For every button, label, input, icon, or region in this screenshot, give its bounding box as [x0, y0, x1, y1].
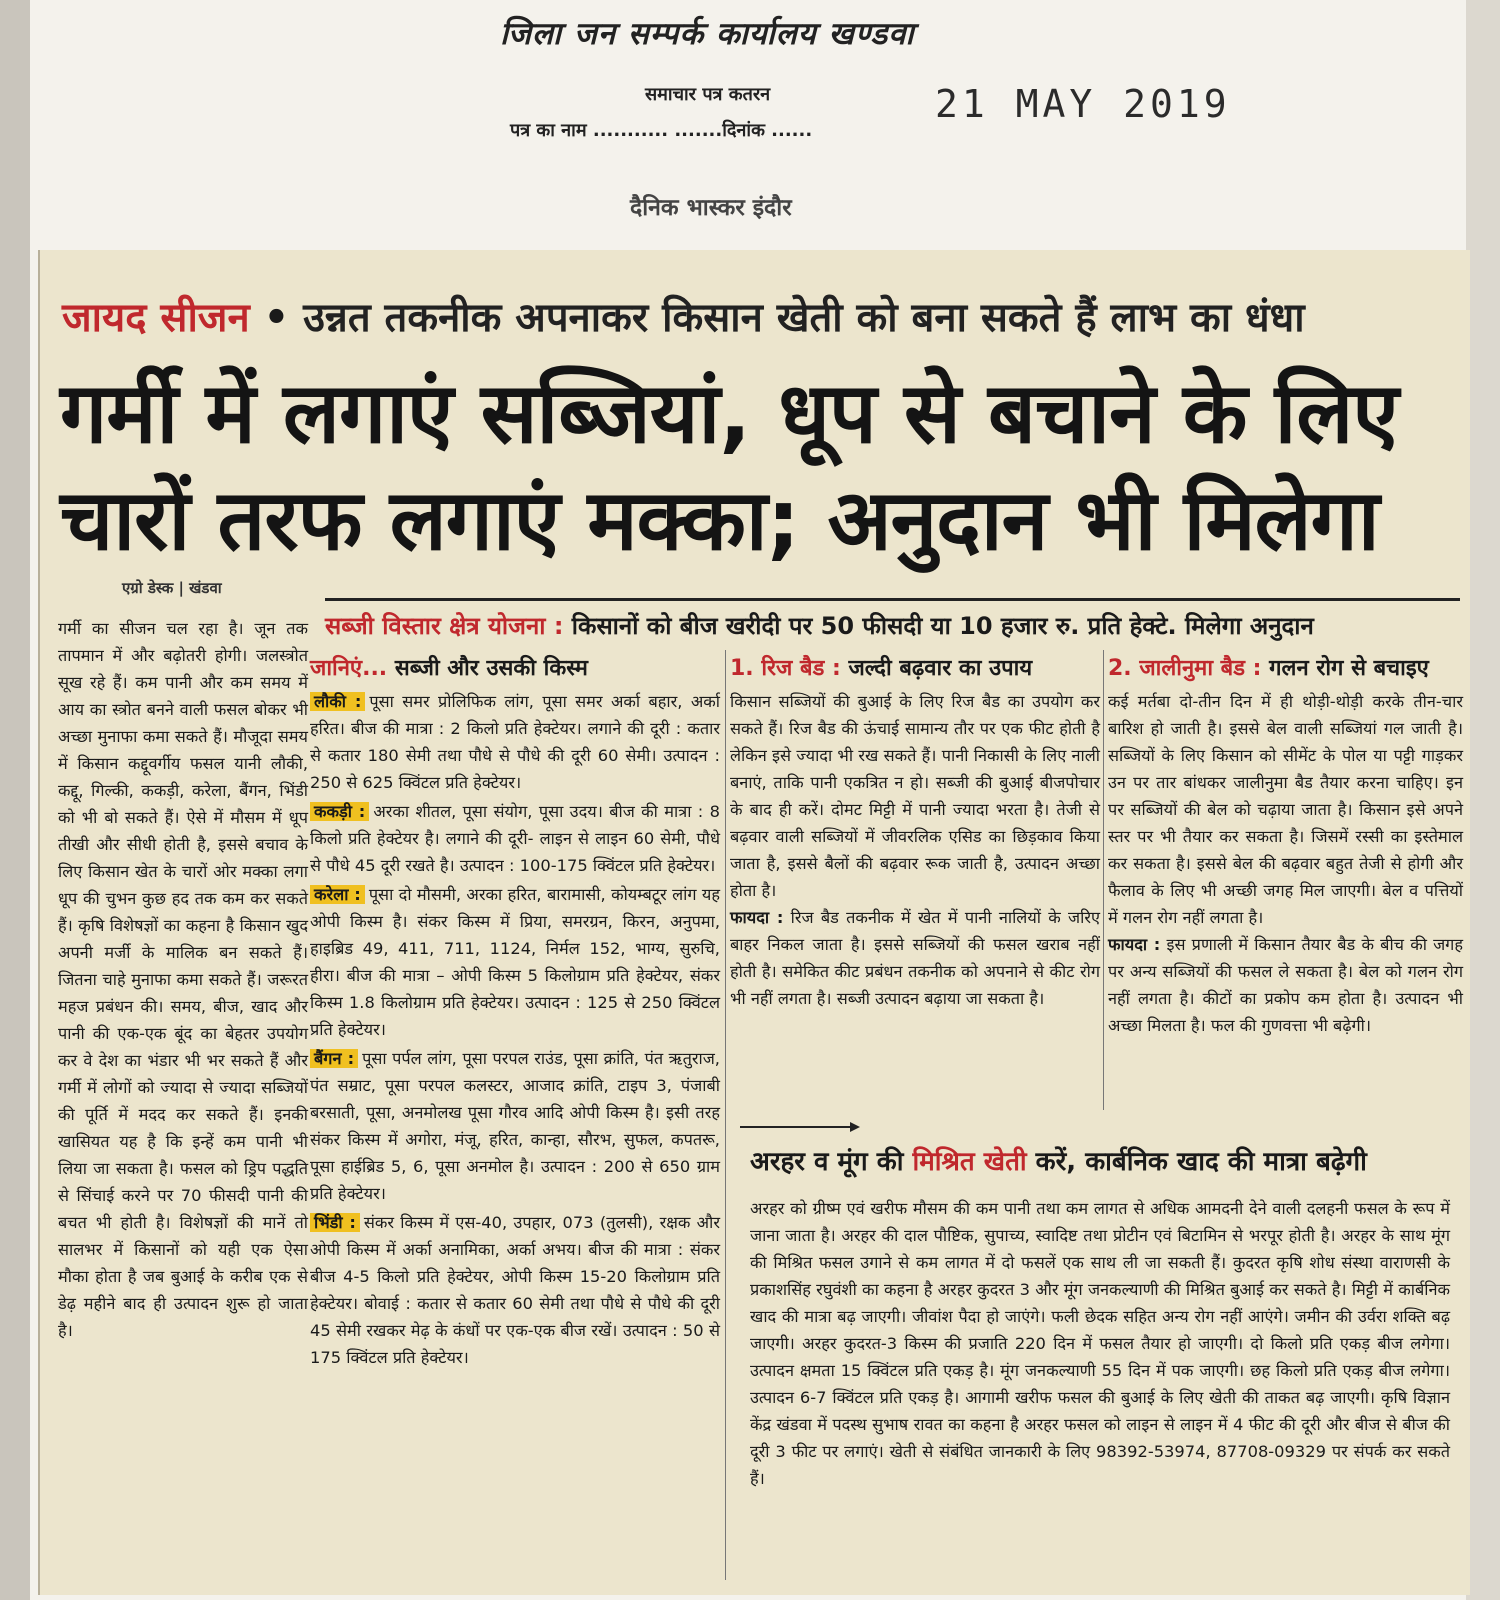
- variety-entry: [310, 798, 720, 879]
- varieties-column: [310, 655, 720, 1373]
- variety-text: पूसा दो मौसमी, अरका हरित, बारामासी, कोयम्बटूर लांग यह ओपी किस्म है। संकर किस्म में प्रिया, समरग्रन, किरन, अनुपमा, हाइब्रिड 49, 411, 711, 1124, निर्मल 152, भाग्य, सुरुचि, हीरा। बीज की मात्रा – ओपी किस्म 5 किलोग्राम प्रति हेक्टेयर, संकर किस्म 1.8 किलोग्राम प्रति हेक्टेयर। उत्पादन : 125 से 250 क्विंटल प्रति हेक्टेयर।: [310, 885, 720, 1039]
- ridge-bed-heading-label: 1. रिज बैड :: [730, 656, 841, 681]
- arrow-icon: [740, 1120, 860, 1134]
- kicker-separator: •: [249, 295, 304, 341]
- kicker-text: उन्नत तकनीक अपनाकर किसान खेती को बना सकते हैं लाभ का धंधा: [303, 295, 1305, 341]
- benefit-text: रिज बैड तकनीक में खेत में पानी नालियों के जरिए बाहर निकल जाता है। इससे सब्जियों की फसल खराब नहीं होती है। समेकित कीट प्रबंधन तकनीक को अपनाने से कीट रोग भी नहीं लगता है। सब्जी उत्पादन बढ़ाया जा सकता है।: [730, 908, 1100, 1008]
- stamp-paper-name-line: पत्र का नाम ........... .......दिनांक ......: [510, 120, 813, 141]
- variety-name: भिंडी :: [310, 1213, 360, 1232]
- variety-name: बैंगन :: [310, 1049, 358, 1068]
- newspaper-clipping: [38, 250, 1470, 1595]
- scheme-label: सब्जी विस्तार क्षेत्र योजना :: [325, 612, 564, 640]
- ridge-bed-body: किसान सब्जियों की बुआई के लिए रिज बैड का उपयोग कर सकते हैं। रिज बैड की ऊंचाई सामान्य तौर पर एक फीट होती है लेकिन इसे ज्यादा भी रख सकते हैं। पानी निकासी के लिए नाली बनाएं, ताकि पानी एकत्रित न हो। सब्जी की बुआई बीजपोचार के बाद ही करें। दोमट मिट्टी में पानी ज्यादा भरता है। तेजी से बढ़वार वाली सब्जियों में जीवरलिक एसिड का छिड़काव किया जाता है, इससे बैलों की बढ़वार रूक जाती है, उत्पादन अच्छा होता है।: [730, 692, 1100, 900]
- variety-name: लौकी :: [310, 692, 365, 711]
- intro-text: गर्मी का सीजन चल रहा है। जून तक तापमान में और बढ़ोतरी होगी। जलस्त्रोत सूख रहे हैं। कम पानी और कम समय में आय का स्त्रोत बनने वाली फसल बोकर भी अच्छा मुनाफा कमा सकते हैं। मौजूदा समय में किसान कद्दूवर्गीय फसल यानी लौकी, कद्दू, गिल्की, ककड़ी, करेला, बैंगन, भिंडी को भी बो सकते हैं। ऐसे में मौसम में धूप तीखी और सीधी होती है, इससे बचाव के लिए किसान खेत के चारों ओर मक्का लगा धूप की चुभन कुछ हद तक कम कर सकते हैं। कृषि विशेषज्ञों का कहना है किसान खुद अपनी मर्जी के मालिक बन सकते हैं। जितना चाहे मुनाफा कमा सकते हैं। जरूरत महज प्रबंधन की। समय, बीज, खाद और पानी की एक-एक बूंद का बेहतर उपयोग कर वे देश का भंडार भी भर सकते हैं और गर्मी में लोगों को ज्यादा से ज्यादा सब्जियों की पूर्ति में मदद कर सकते हैं। इनकी खासियत यह है कि इन्हें कम पानी भी लिया जा सकता है। फसल को ड्रिप पद्धति से सिंचाई करने पर 70 फीसदी पानी की बचत भी होती है। विशेषज्ञों की मानें तो सालभर में किसानों को यही एक ऐसा मौका होता है जब बुआई के करीब एक से डेढ़ महीने बाद ही उत्पादन शुरू हो जाता है।: [58, 619, 308, 1340]
- variety-name: ककड़ी :: [310, 802, 369, 821]
- net-bed-heading: [1108, 655, 1463, 682]
- mixed-heading-highlight: मिश्रित खेती: [912, 1147, 1027, 1177]
- variety-text: पूसा समर प्रोलिफिक लांग, पूसा समर अर्का बहार, अर्का हरित। बीज की मात्रा : 2 किलो प्रति हेक्टेयर। लगाने की दूरी : कतार से कतार 180 सेमी तथा पौधे से पौधे की दूरी 60 सेमी। उत्पादन : 250 से 625 क्विंटल प्रति हेक्टेयर।: [310, 692, 720, 792]
- net-bed-heading-text: गलन रोग से बचाइए: [1269, 656, 1429, 681]
- variety-entry: [310, 1209, 720, 1371]
- variety-text: अरका शीतल, पूसा संयोग, पूसा उदय। बीज की मात्रा : 8 किलो प्रति हेक्टेयर है। लगाने की दूरी- लाइन से लाइन 60 सेमी, पौधे से पौधे 45 दूरी रखते है। उत्पादन : 100-175 क्विंटल प्रति हेक्टेयर।: [310, 802, 720, 875]
- headline: गर्मी में लगाएं सब्जियां, धूप से बचाने के लिए चारों तरफ लगाएं मक्का; अनुदान भी मिलेगा: [60, 364, 1398, 569]
- stamp-subtitle: समाचार पत्र कतरन: [645, 84, 771, 105]
- office-stamp: [500, 12, 970, 152]
- kicker-label: जायद सीजन: [62, 295, 250, 341]
- net-bed-benefit: [1108, 931, 1463, 1039]
- ridge-bed-heading-text: जल्दी बढ़वार का उपाय: [848, 656, 1033, 681]
- variety-entry: [310, 881, 720, 1043]
- scheme-bar: [325, 598, 1460, 642]
- intro-column: [58, 615, 308, 1344]
- date-stamp: 21 MAY 2019: [935, 82, 1231, 126]
- benefit-label: फायदा :: [1108, 935, 1161, 954]
- ridge-bed-benefit: [730, 904, 1100, 1012]
- variety-name: करेला :: [310, 885, 365, 904]
- benefit-text: इस प्रणाली में किसान तैयार बैड के बीच की जगह पर अन्य सब्जियों की फसल ले सकता है। बेल को गलन रोग नहीं लगता है। कीटों का प्रकोप कम होता है। उत्पादन भी अच्छा मिलता है। फल की गुणवत्ता भी बढ़ेगी।: [1108, 935, 1463, 1035]
- varieties-heading-label: जानिएं...: [310, 656, 388, 681]
- varieties-heading-text: सब्जी और उसकी किस्म: [394, 656, 588, 681]
- mixed-farming-body: अरहर को ग्रीष्म एवं खरीफ मौसम की कम पानी तथा कम लागत से अधिक आमदनी देने वाली दलहनी फसल के रूप में जाना जाता है। अरहर की दाल पौष्टिक, सुपाच्य, स्वादिष्ट तथा प्रोटीन एवं बिटामिन से भरपूर होती है। अरहर के साथ मूंग की मिश्रित फसल उगाने से कम लागत में दो फसलें एक साथ ली जा सकती हैं। कुदरत कृषि शोध संस्था वाराणसी के प्रकाशसिंह रघुवंशी का कहना है अरहर कुदरत 3 और मूंग जनकल्याणी की मिश्रित बुआई कर सकते है। मिट्टी में कार्बनिक खाद की मात्रा बढ़ जाएगी। जीवांश पैदा हो जाएंगे। फली छेदक सहित अन्य रोग नहीं आएंगे। जमीन की उर्वरा शक्ति बढ़ जाएगी। अरहर कुदरत-3 किस्म की प्रजाति 220 दिन में फसल तैयार हो जाएगी। दो किलो प्रति एकड़ बीज लगेगा। उत्पादन क्षमता 15 क्विंटल प्रति एकड़ है। मूंग जनकल्याणी 55 दिन में पक जाएगी। छह किलो प्रति एकड़ बीज लगेगा। उत्पादन 6-7 क्विंटल प्रति एकड़ है। आगामी खरीफ फसल की बुआई के लिए खेती की ताकत बढ़ जाएगी। कृषि विज्ञान केंद्र खंडवा में पदस्थ सुभाष रावत का कहना है अरहर फसल को लाइन से लाइन में 4 फीट की दूरी और बीज से बीज की दूरी 3 फीट पर लगाएं। खेती से संबंधित जानकारी के लिए 98392-53974, 87708-09329 पर संपर्क कर सकते हैं।: [750, 1199, 1450, 1488]
- stamp-office-name: जिला जन सम्पर्क कार्यालय खण्डवा: [500, 16, 915, 52]
- scan-edge: [0, 0, 30, 1600]
- variety-text: संकर किस्म में एस-40, उपहार, 073 (तुलसी), रक्षक और ओपी किस्म में अर्का अनामिका, अर्का अभय। बीज की मात्रा : संकर बीज 4-5 किलो प्रति हेक्टेयर, ओपी किस्म 15-20 किलोग्राम प्रति हेक्टेयर। बोवाई : कतार से कतार 60 सेमी तथा पौधे से पौधे की दूरी 45 सेमी रखकर मेढ़ के कंधों पर एक-एक बीज रखें। उत्पादन : 50 से 175 क्विंटल प्रति हेक्टेयर।: [310, 1213, 720, 1367]
- variety-text: पूसा पर्पल लांग, पूसा परपल राउंड, पूसा क्रांति, पंत ऋतुराज, पंत सम्राट, पूसा परपल कलस्टर, आजाद क्रांति, टाइप 3, पंजाबी बरसाती, पूसा, अनमोलख पूसा गौरव आदि ओपी किस्म है। इसी तरह संकर किस्म में अगोरा, मंजू, हरित, कान्हा, सौरभ, सुफल, कपतरू, पूसा हाईब्रिड 5, 6, पूसा अनमोल है। उत्पादन : 200 से 650 ग्राम प्रति हेक्टेयर।: [310, 1049, 720, 1203]
- newspaper-source: दैनिक भास्कर इंदौर: [630, 195, 792, 221]
- mixed-farming-heading: [750, 1142, 1367, 1178]
- net-bed-column: [1108, 655, 1463, 1039]
- variety-entry: [310, 688, 720, 796]
- net-bed-heading-label: 2. जालीनुमा बैड :: [1108, 656, 1262, 681]
- ridge-bed-column: [730, 655, 1100, 1012]
- column-divider: [725, 650, 726, 1580]
- byline: एग्रो डेस्क | खंडवा: [122, 579, 222, 597]
- ridge-bed-heading: [730, 655, 1100, 682]
- scheme-text: किसानों को बीज खरीदी पर 50 फीसदी या 10 हजार रु. प्रति हेक्टे. मिलेगा अनुदान: [571, 612, 1314, 640]
- column-divider: [1103, 650, 1104, 1110]
- net-bed-body: कई मर्तबा दो-तीन दिन में ही थोड़ी-थोड़ी करके तीन-चार बारिश हो जाती है। इससे बेल वाली सब्जियां गल जाती है। सब्जियों के लिए किसान को सीमेंट के पोल या पट्टी गाड़कर उन पर तार बांधकर जालीनुमा बैड तैयार करना चाहिए। इन पर सब्जियों की बेल को चढ़ाया जाता है। किसान इसे अपने स्तर पर भी तैयार कर सकता है। जिसमें रस्सी का इस्तेमाल कर सकता है। इससे बेल की बढ़वार बहुत तेजी से होगी और फैलाव के लिए भी अच्छी जगह मिल जाएगी। बेल व पत्तियों में गलन रोग नहीं लगता है।: [1108, 692, 1463, 927]
- benefit-label: फायदा :: [730, 908, 784, 927]
- variety-entry: [310, 1045, 720, 1207]
- mixed-heading-part-b: करें, कार्बनिक खाद की मात्रा बढ़ेगी: [1026, 1147, 1367, 1177]
- kicker-line: [62, 288, 1305, 343]
- mixed-heading-part-a: अरहर व मूंग की: [750, 1147, 913, 1177]
- varieties-heading: [310, 655, 720, 682]
